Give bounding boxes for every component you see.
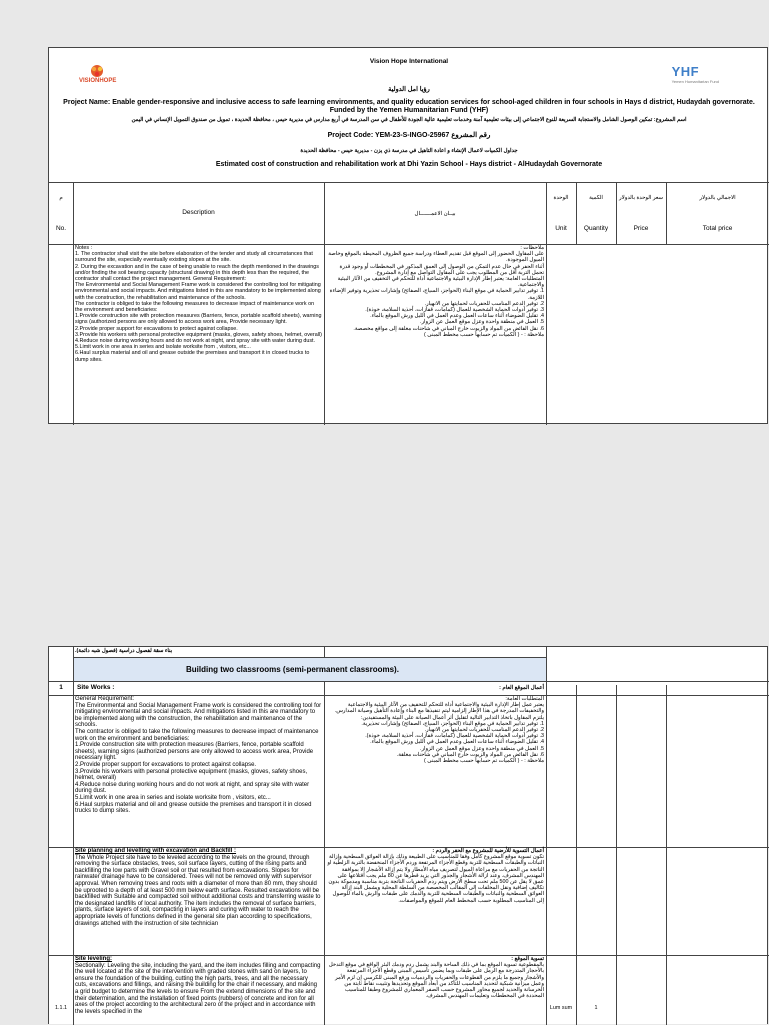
site-planning-text-ar: تكون تسوية موقع المشروع كامل وفقا للمناسيب على الطبيعة وذلك بإزالة العوائق السطحية وإزالة النباتات والطبقات السطحية للتربة وقطع الأجزاء المرتفعة وردم الأجزاء المنخفضة بالتربة الزلطية او الناتجة من الحفريات مع مراعاة الميول لتصريف مياه الأمطار ولا يتم إزالة الأشجار إلا بموافقة المهندس المشرف. وعند ازالة الأشجار والجذور التي يزيد قطرها عن 80 ملم يجب اقتلاعها على عمق لا يقل عن 500 ملم تحت سطح الارض ويتم ردم الحفريات الناتجة بتربة مناسبة ومدموكة بدون تكاليف إضافية ونقل المخلفات إلى المقالب المخصصة من السلطة المحلية ويشمل البند إزالة العوائق السطحية والنباتات والطبقات السطحية للتربة والدمك على طبقات والرش بالماء للوصول إلى المناسيب المطلوبة حسب المخطط العام للموقع والمواصفات. (327, 854, 544, 904)
item-1-number: 1 (59, 684, 63, 691)
project-name-en: Project Name: Enable gender-responsive and inclusive access to safe learning environments, and quality education services for school-aged children in four schools in Hays d district, Hudaydah governorate. Funded by the Yemen Humanitarian Fund (YHF) (63, 99, 755, 114)
col-price-ar: سعر الوحدة بالدولار (619, 195, 663, 201)
leveling-unit: Lum sum (549, 1005, 573, 1011)
col-no-en: No. (55, 225, 67, 232)
notes-ar: ملاحظات : على المقاول الحضور إلى الموقع قبل تقديم العطاء ودراسة جميع الظروف المحيطة بالموقع وخاصة الميول الموجودة. أثناء الحفر في حال عدم التمكن من الوصول إلى العمق المذكور في المخططات أو وجود قدرة تحمل التربة أقل من المطلوب يجب على المقاول التواصل مع إدارة المشروع. المتطلبات العامة: يعتبر إطار الإدارة البيئية والاجتماعية أداة للتحكم في التخفيف من الآثار البيئية والاجتماعية. 1. توفير تدابير الحماية في موقع البناء (الحواجز، السياج، الصفائح) وإشارات تحذيرية وتوفير الإضاءة اللازمة. 2. توفير الدعم المناسب للحفريات لحمايتها من الانهيار. 3. توفير أدوات الحماية الشخصية للعمال (كمامات، قفازات، أحذية السلامة، خوذة). 4. تقليل الضوضاء أثناء ساعات العمل وعدم العمل في الليل ورش الموقع بالماء. 5. العمل في منطقة واحدة وعزل موقع العمل عن الزوار. 6. نقل الفائض من المواد والزيوت خارج المباني في شاحنات مغلقة إلى مواقع مخصصة. ملاحظة : - ( الكميات تم حسابها حسب مخطط المبنى ) (328, 245, 544, 338)
site-leveling-ar (326, 956, 544, 1025)
section-title-en: Building two classrooms (semi-permanent classrooms). (74, 658, 546, 681)
leveling-quantity: 1 (594, 1005, 598, 1011)
table-title-en: Estimated cost of construction and rehabilitation work at Dhi Yazin School - Hays district - AlHudaydah Governorate (215, 161, 603, 168)
project-code-en: Project Code: YEM-23-S-INGO-25967 (327, 132, 450, 139)
col-no-ar: م (59, 195, 63, 201)
item-1-title-ar: أعمال الموقع العام : (499, 685, 544, 691)
notes-en: Notes : 1. The contractor shall visit the site before elaboration of the tender and study all circumstances that surround the site, especially eventually existing slopes at the site. 2. During the excavation and in the case of being unable to reach the depth mentioned in the drawings and/or finding the soil bearing capacity (structural drawing) in this depth less than the required, the contractor shall contact the project management. General Requirement: The Environmental and Social Management Frame work is considered the controlling tool for mitigating environmental and social impacts. And mitigations listed in this are mandatory to be implemented along with the construction, the rehabilitation and maintenance of the schools. The contractor is obliged to take the following measures to decrease impact of maintenance work on the environment and beneficiaries: 1.Provide construction site with protection measures (Barriers, fence, portable scaffold sheets), warning signs (authorized persons are only allowed to access work area, Provide necessary light. 2.Provide proper support for excavations to protect against collapse. 3.Provide his workers with personal protective equipment (masks, gloves, safety shoes, helmet, overall) 4.Reduce noise during working hours and do not work at night, and spray site with water during dust. 5.Limit work in one area in series and isolate worksite from , visitors, etc... 6.Haul surplus material and oil and grease outside the premises and transport it in closed trucks to dump sites. (75, 245, 322, 363)
site-planning-text-en: The Whole Project site have to be leveled according to the levels on the ground, through removing the surface obstacles, trees, soil surface layers, cutting of the rising parts and backfilling the low parts with Gravel soil or that resulted from excavations. Slopes for rainwater drainage have to be considered. Trees will not be removed only with supervisor approval. When removing trees and roots with a diameter of more than 80 mm, they should be uprooted to a depth of at least 500 mm below earth surface. Resulted excavations will be backfilled with Suitable and compacted soil without additional costs and transferring waste to the designated landfills of local authority. The item includes the removal of surface barriers, plants, surface layers of soil, compacting in layers and curing with water to reach the appropriate levels of functions defined in the general site plan according to specifications, drawings attched with the instruction of site technician (75, 854, 321, 927)
site-planning-title-en: Site planning and levelling with excavation and Backfill : (75, 848, 237, 854)
col-description-en: Description (182, 209, 215, 216)
col-total-en: Total price (702, 225, 733, 232)
org-name-en: Vision Hope International (369, 58, 449, 65)
site-leveling-en (75, 956, 322, 1025)
item-1-title-en: Site Works : (77, 684, 115, 691)
site-leveling-title-en: Site leveling: (75, 956, 113, 962)
site-planning-ar (326, 848, 544, 954)
col-description-ar: بيــان الاعمـــــــال (414, 211, 456, 217)
site-leveling-text-en: Sectionally: Leveling the site, including the yard, and the item includes filling and compacting the well located at the site of the intervention with graded stones with sand on layers, to ensure the foundation of the building, cutting the high parts, trees, and all the necessary cuts, excavations and fillings, and raising the building for the chair if necessary, and making a grid budget to determine the levels to ensure From the extend dimensions of the site and their determination, and the installation of fixed points (rubbers) of concrete and iron for all axes of the project according to the architectural zero of the project and in accordance with the levels specified in the (75, 962, 321, 1015)
site-leveling-title-ar: تسوية الموقع : (511, 956, 544, 962)
general-requirement-ar: المتطلبات العامة: يعتبر عمل إطار الإدارة البيئية والاجتماعية أداة للتحكم للتخفيف من الآثار البيئية والاجتماعية والتخفيفات المدرجة في هذا الإطار إلزامية ليتم تنفيذها مع البناء وإعادة التأهيل وصيانة المدارس. يلتزم المقاول باتخاذ التدابير التالية لتقليل أثر أعمال الصيانة على البيئة والمستفيدين: 1. توفير تدابير الحماية في موقع البناء (الحواجز، السياج، الصفائح) وإشارات تحذيرية. 2. توفير الدعم المناسب للحفريات لحمايتها من الانهيار. 3. توفير أدوات الحماية الشخصية للعمال (كمامات، قفازات، أحذية السلامة، خوذة). 4. تقليل الضوضاء أثناء ساعات العمل وعدم العمل في الليل ورش الموقع بالماء. 5. العمل في منطقة واحدة وعزل موقع العمل عن الزوار. 6. نقل الفائض من المواد والزيوت خارج المباني في شاحنات مغلقة. ملاحظة : - ( الكميات تم حسابها حسب مخطط المبنى ) (334, 696, 544, 765)
org-name-ar: رؤيا امل الدولية (388, 86, 430, 93)
table-title-ar: جداول الكميات لاعمال الإنشاء و اعادة التاهيل في مدرسة ذي يزن - مديرية حيس - محافظة الحديدة (300, 148, 518, 154)
col-unit-en: Unit (555, 225, 567, 232)
col-total-ar: الاجمالي بالدولار (699, 195, 736, 201)
boq-page-2 (48, 646, 768, 1024)
visionhope-logo-text: VISIONHOPE (79, 78, 117, 84)
leveling-item-number: 1.1.1 (55, 1005, 67, 1011)
site-planning-en (75, 848, 322, 954)
visionhope-logo (79, 60, 131, 92)
general-requirement-en: General Requirement: The Environmental and Social Management Frame work is considered the controlling tool for mitigating environmental and social impacts. And mitigations listed in this are mandatory to be implemented along with the construction, the rehabilitation and maintenance of the schools. The contractor is obliged to take the following measures to decrease impact of maintenance work on the environment and beneficiaries: 1.Provide construction site with protection measures (Barriers, fence, portable scaffold sheets), warning signs (authorized persons are only allowed to access work area, Provide necessary light. 2.Provide proper support for excavations to protect against collapse. 3.Provide his workers with personal protective equipment (masks, gloves, safety shoes, helmet, overall) 4.Reduce noise during working hours and do not work at night, and spray site with water during dust. 5.Limit work in one area in series and isolate worksite from , visitors, etc... 6.Haul surplus material and oil and grease outside the premises and transport it in closed trucks to dump sites. (75, 696, 322, 815)
yhf-logo (672, 64, 719, 84)
col-unit-ar: الوحدة (553, 195, 569, 201)
section-title-ar: بناء سقة لفصول دراسية (فصول شبه دائمة). (75, 648, 173, 654)
project-name-ar: اسم المشروع: تمكين الوصول الشامل والاستجابة السريعة للنوع الاجتماعي إلى بيئات تعليمية آمنة وخدمات تعليمية عالية الجودة للأطفال في سن المدرسة في أربع مدارس في مديرية حيس ، محافظة الحديدة ، تمويل من صندوق التمويل الإنساني في اليمن (131, 117, 687, 123)
project-code (199, 132, 619, 141)
col-quantity-en: Quantity (583, 225, 609, 232)
site-planning-title-ar: أعمال التسوية للأرضية للمشروع مع الحفر والردم : (432, 848, 544, 854)
site-leveling-text-ar: بالمقطوعية تسوية الموقع بما في ذلك الساحة والبند يشمل ردم ودمك البئر الواقع في موقع التدخل بالأحجار المتدرجة مع الرمل على طبقات وبما يضمن تأسيس المبنى وقطع الأجزاء المرتفعة والأشجار وجميع ما يلزم من القطوعات والحفريات والردميات ورفع المبنى للكرسي إن لزم الأمر وعمل ميزانية شبكية لتحديد المناسيب للتأكد من أبعاد الموقع وتحديدها وتثبيت نقاط ثابتة من الخرسانة والحديد لجميع محاور المشروع حسب الصفر المعماري للمشروع وطبقا للمناسيب المحددة في المخططات وتعليمات المهندس المشرف. (328, 962, 544, 1000)
project-code-ar: رقم المشروع (451, 132, 491, 139)
yhf-logo-text: YHF (671, 64, 700, 79)
col-quantity-ar: الكمية (589, 195, 603, 201)
boq-page-1 (48, 47, 768, 424)
yhf-logo-subtext: Yemen Humanitarian Fund (671, 79, 719, 84)
col-price-en: Price (633, 225, 649, 232)
